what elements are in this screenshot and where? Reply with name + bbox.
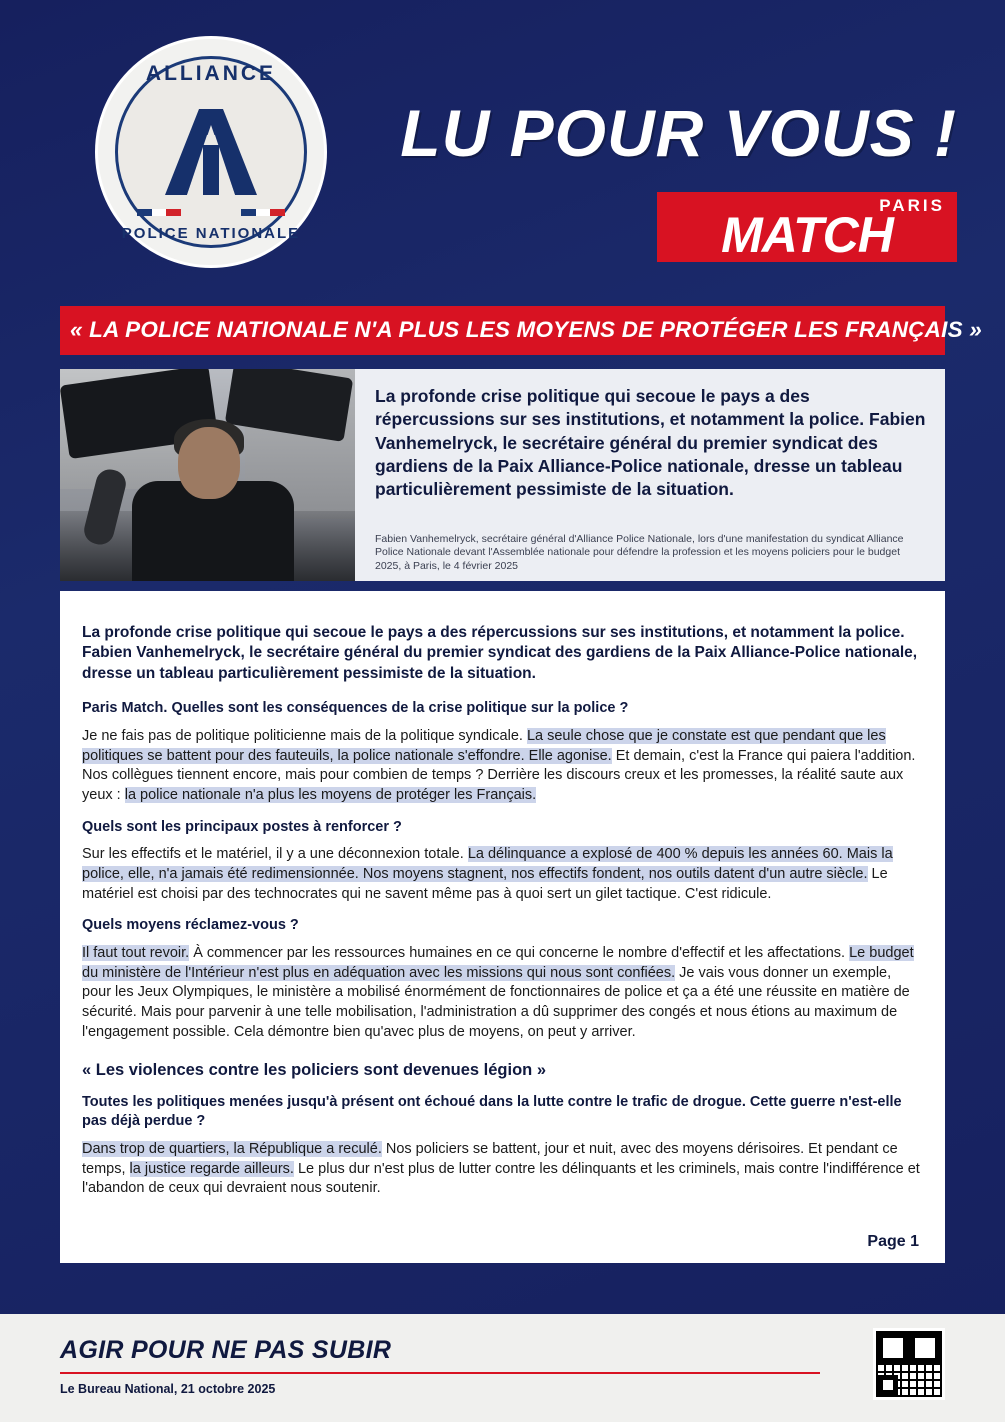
article-subheadline: « Les violences contre les policiers sont devenues légion » [82,1060,547,1079]
answer-3-text-a: À commencer par les ressources humaines en ce qui concerne le nombre d'effectif et les affectations. [189,944,850,961]
qr-finder-bottom-left [878,1375,898,1395]
answer-2-text-a: Sur les effectifs et le matériel, il y a une déconnexion totale. [82,846,468,863]
qr-code[interactable] [873,1328,945,1400]
press-photo [60,369,355,581]
answer-1-text-b: Et demain, c'est la France qui paiera l'addition. Nos collègues tiennent encore, mais pour combien de temps ? Derrière les discours creux et les promesses, la réalité saute aux yeux : [82,747,916,803]
document-footer [0,1314,1005,1422]
answer-2-text-b: Le matériel est choisi par des technocrates qui ne savent même pas à quoi sert un gilet tactique. C'est ridicule. [82,865,888,902]
footer-left-block [60,1330,820,1396]
answer-1-highlight-a: La seule chose que je constate est que pendant que les politiques se battent pour des fauteuils, la police nationale s'effondre. Elle agonise. [82,727,886,764]
alliance-police-nationale-logo [95,36,327,268]
intro-lead-paragraph: La profonde crise politique qui secoue le pays a des répercussions sur ses institutions, et notamment la police. Fabien Vanhemelryck, le secrétaire général du premier syndicat des gardiens de la Paix Alliance-Police nationale, dresse un tableau particulièrement pessimiste de la situation. [375,386,926,500]
photo-subject-head [178,427,240,499]
document-header [0,0,1005,300]
answer-4-text-b: Le plus dur n'est plus de lutter contre les délinquants et les criminels, mais contre l'indifférence et l'abandon de ceux qui devraient nous soutenir. [82,1160,920,1197]
answer-2-highlight-a: La délinquance a explosé de 400 % depuis les années 60. Mais la police, elle, n'a jamais été redimensionnée. [82,846,893,882]
article-body [60,591,945,1263]
answer-3-highlight-b: Le budget du ministère de l'Intérieur n'est plus en adéquation avec les missions qui nous sont confiées. [82,944,914,981]
footer-signature: Le Bureau National, 21 octobre 2025 [60,1381,276,1396]
article-answer-4 [82,1140,923,1199]
answer-4-text-a: Nos policiers se battent, jour et nuit, avec des moyens dérisoires. Et pendant ce temps, [82,1140,898,1177]
french-flag-left-icon [137,209,181,216]
logo-bottom-text: POLICE NATIONALE [121,225,301,242]
answer-4-highlight-a: Dans trop de quartiers, la République a reculé. [82,1140,382,1157]
banner-title: LU POUR VOUS ! [400,96,957,170]
paris-match-paris-text: PARIS [879,196,945,215]
article-question-2: Quels sont les principaux postes à renforcer ? [82,818,402,835]
intro-text-block [355,369,945,581]
answer-1-text-a: Je ne fais pas de politique politicienne mais de la politique syndicale. [82,727,527,744]
article-lead: La profonde crise politique qui secoue le pays a des répercussions sur ses institutions, et notamment la police. Fabien Vanhemelryck, le secrétaire général du premier syndicat des gardiens de la Paix Alliance-Police nationale, dresse un tableau particulièrement pessimiste de la situation. [82,623,918,683]
photo-caption: Fabien Vanhemelryck, secrétaire général d'Alliance Police Nationale, lors d'une manifestation du syndicat Alliance Police Nationale devant l'Assemblée nationale pour défendre la profession et les moyens policiers pour le budget 2025, à Paris, le 4 février 2025 [375,532,904,572]
answer-2-highlight-b: Nos moyens stagnent, nos effectifs fondent, nos outils datent d'un autre siècle. [358,865,868,882]
intro-block [60,369,945,581]
article-answer-2 [82,845,923,904]
footer-slogan: AGIR POUR NE PAS SUBIR [60,1336,392,1364]
answer-1-highlight-b: la police nationale n'a plus les moyens de protéger les Français. [124,786,537,803]
french-flag-right-icon [241,209,285,216]
header-right-block [327,18,965,262]
paris-match-logo [657,192,957,262]
paris-match-match-text: MATCH [721,207,893,263]
article-answer-1 [82,727,923,806]
logo-a-monogram-icon [157,109,265,195]
footer-divider [60,1372,820,1374]
headline-bar: « LA POLICE NATIONALE N'A PLUS LES MOYENS DE PROTÉGER LES FRANÇAIS » [60,306,945,355]
answer-3-text-b: Je vais vous donner un exemple, pour les Jeux Olympiques, le ministère a mobilisé énormément de fonctionnaires de police et ça a été une réussite en matière de sécurité. Mais pour parvenir à une telle mobilisation, l'administration a dû supprimer des congés et nous étions au maximum de l'engagement possible. Cela démontre bien qu'avec plus de moyens, on peut y arriver. [82,964,910,1040]
article-answer-3 [82,944,923,1043]
article-question-3: Quels moyens réclamez-vous ? [82,917,299,934]
article-question-1: Paris Match. Quelles sont les conséquences de la crise politique sur la police ? [82,700,629,717]
article-question-4: Toutes les politiques menées jusqu'à présent ont échoué dans la lutte contre le trafic de drogue. Cette guerre n'est-elle pas déjà perdue ? [82,1093,902,1130]
answer-4-highlight-b: la justice regarde ailleurs. [129,1160,294,1177]
answer-3-highlight-a: Il faut tout revoir. [82,944,190,961]
page-number: Page 1 [867,1233,919,1250]
logo-top-text: ALLIANCE [145,62,277,85]
